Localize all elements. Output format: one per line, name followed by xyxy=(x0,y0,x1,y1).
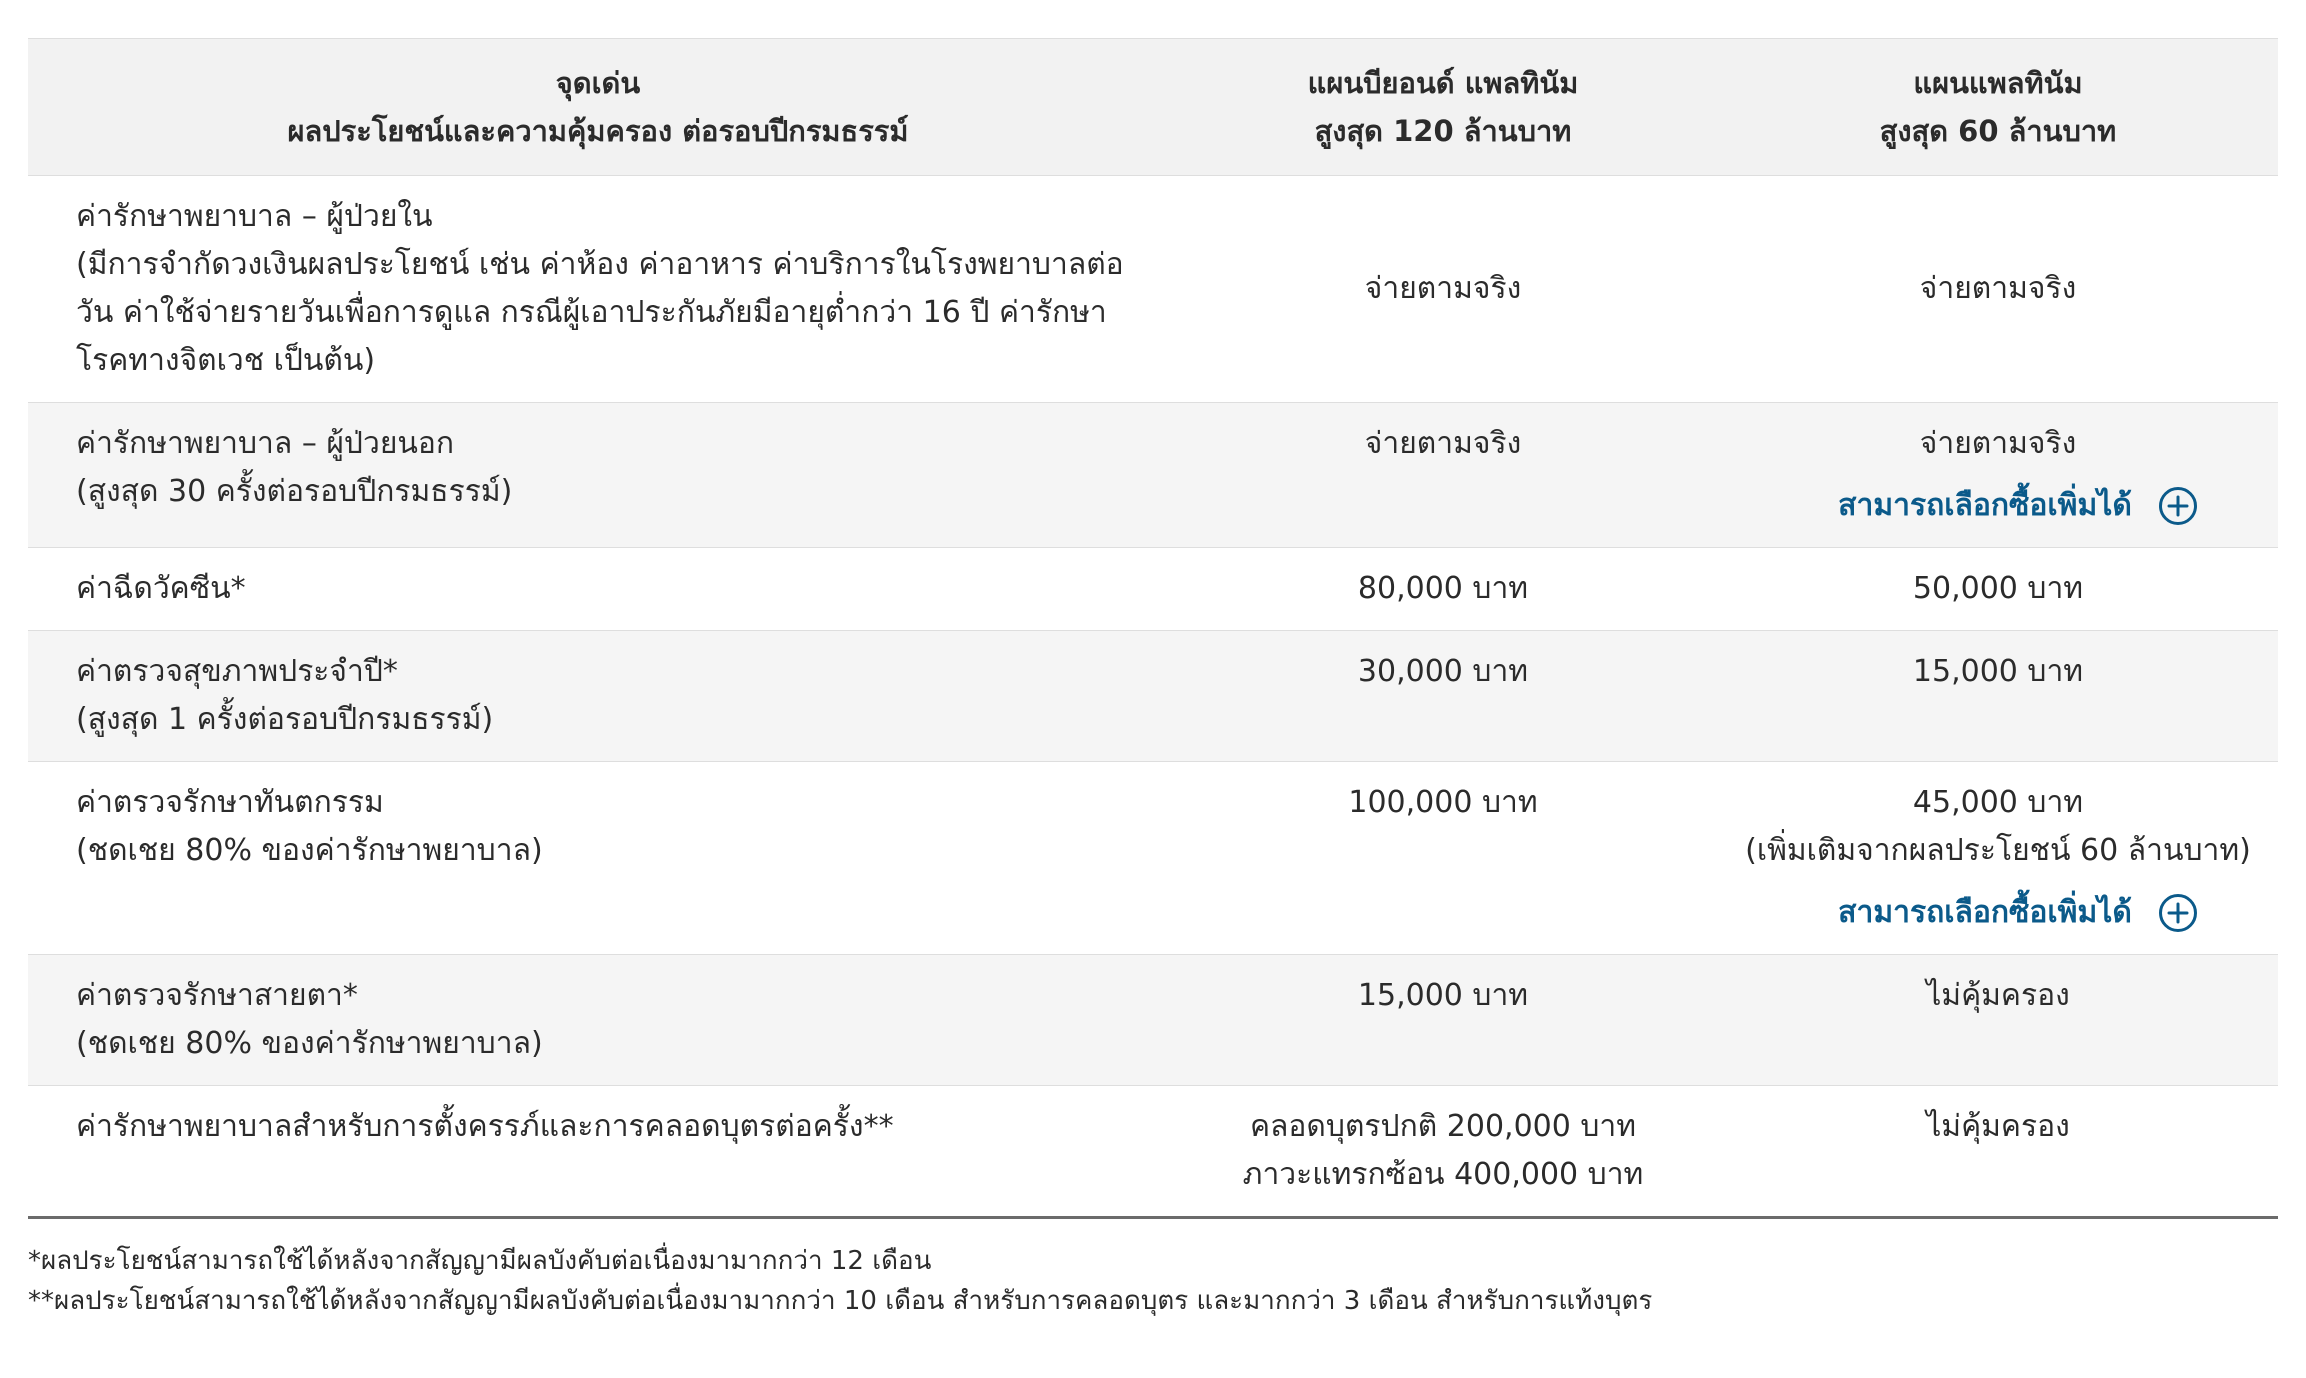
value-note: (เพิ่มเติมจากผลประโยชน์ 60 ล้านบาท) xyxy=(1745,833,2251,868)
platinum-value xyxy=(1718,403,2278,548)
beyond-platinum-value xyxy=(1168,1086,1718,1218)
benefit-detail: (ชดเชย 80% ของค่ารักษาพยาบาล) xyxy=(76,1026,543,1061)
header-benefits-line1: จุดเด่น xyxy=(555,66,641,100)
platinum-value xyxy=(1718,631,2278,762)
benefit-title: ค่าตรวจรักษาทันตกรรม xyxy=(76,785,384,820)
beyond-platinum-value xyxy=(1168,176,1718,403)
platinum-value xyxy=(1718,1086,2278,1218)
platinum-value xyxy=(1718,548,2278,631)
benefit-label xyxy=(28,955,1168,1086)
value-text: 15,000 บาท xyxy=(1357,978,1529,1013)
header-platinum-line2: สูงสุด 60 ล้านบาท xyxy=(1879,114,2117,148)
benefits-table xyxy=(28,38,2278,1219)
value-text: ไม่คุ้มครอง xyxy=(1926,1109,2070,1144)
table-row-dental xyxy=(28,762,2278,955)
benefit-label xyxy=(28,762,1168,955)
table-row-vaccine xyxy=(28,548,2278,631)
value-text: ภาวะแทรกซ้อน 400,000 บาท xyxy=(1242,1157,1644,1192)
beyond-platinum-value xyxy=(1168,631,1718,762)
header-beyond-platinum-line2: สูงสุด 120 ล้านบาท xyxy=(1314,114,1572,148)
buy-more-button[interactable] xyxy=(1738,482,2258,530)
benefit-title: ค่ารักษาพยาบาลสำหรับการตั้งครรภ์และการคลอดบุตรต่อครั้ง** xyxy=(76,1109,894,1144)
platinum-value xyxy=(1718,762,2278,955)
benefit-title: ค่าตรวจสุขภาพประจำปี* xyxy=(76,654,398,689)
header-row xyxy=(28,39,2278,176)
header-benefits-line2: ผลประโยชน์และความคุ้มครอง ต่อรอบปีกรมธรรม์ xyxy=(287,114,909,148)
header-platinum-line1: แผนแพลทินัม xyxy=(1913,66,2083,100)
benefit-detail: (ชดเชย 80% ของค่ารักษาพยาบาล) xyxy=(76,833,543,868)
value-text: 50,000 บาท xyxy=(1912,571,2084,606)
footnotes xyxy=(28,1241,2278,1321)
beyond-platinum-value xyxy=(1168,403,1718,548)
footnote-1: *ผลประโยชน์สามารถใช้ได้หลังจากสัญญามีผลบังคับต่อเนื่องมามากกว่า 12 เดือน xyxy=(28,1246,932,1276)
plus-circle-icon xyxy=(2158,893,2198,933)
benefits-comparison xyxy=(28,38,2278,1321)
value-text: ไม่คุ้มครอง xyxy=(1926,978,2070,1013)
benefit-label xyxy=(28,631,1168,762)
plus-circle-icon xyxy=(2158,486,2198,526)
value-text: 80,000 บาท xyxy=(1357,571,1529,606)
beyond-platinum-value xyxy=(1168,548,1718,631)
table-body xyxy=(28,176,2278,1218)
value-text: 45,000 บาท xyxy=(1912,785,2084,820)
benefit-detail: (สูงสุด 30 ครั้งต่อรอบปีกรมธรรม์) xyxy=(76,474,513,509)
buy-more-label: สามารถเลือกซื้อเพิ่มได้ xyxy=(1838,895,2132,930)
buy-more-button[interactable] xyxy=(1738,889,2258,937)
benefit-label xyxy=(28,1086,1168,1218)
platinum-value xyxy=(1718,176,2278,403)
table-row-eye xyxy=(28,955,2278,1086)
benefit-label xyxy=(28,548,1168,631)
benefit-title: ค่าตรวจรักษาสายตา* xyxy=(76,978,358,1013)
table-row-inpatient xyxy=(28,176,2278,403)
table-header xyxy=(28,39,2278,176)
benefit-title: ค่ารักษาพยาบาล – ผู้ป่วยนอก xyxy=(76,426,455,461)
value-text: จ่ายตามจริง xyxy=(1919,271,2077,306)
table-row-outpatient xyxy=(28,403,2278,548)
benefit-detail: (สูงสุด 1 ครั้งต่อรอบปีกรมธรรม์) xyxy=(76,702,494,737)
benefit-title: ค่าฉีดวัคซีน* xyxy=(76,571,246,606)
header-benefits xyxy=(28,39,1168,176)
value-text: 15,000 บาท xyxy=(1912,654,2084,689)
footnote-2: **ผลประโยชน์สามารถใช้ได้หลังจากสัญญามีผลบังคับต่อเนื่องมามากกว่า 10 เดือน สำหรับการคลอดบุตร และมากกว่า 3 เดือน สำหรับการแท้งบุตร xyxy=(28,1286,1653,1316)
value-text: จ่ายตามจริง xyxy=(1364,271,1522,306)
header-beyond-platinum-line1: แผนบียอนด์ แพลทินัม xyxy=(1307,66,1579,100)
benefit-label xyxy=(28,176,1168,403)
value-text: 100,000 บาท xyxy=(1348,785,1538,820)
benefit-detail: (มีการจำกัดวงเงินผลประโยชน์ เช่น ค่าห้อง ค่าอาหาร ค่าบริการในโรงพยาบาลต่อวัน ค่าใช้จ่ายรายวันเพื่อการดูแล กรณีผู้เอาประกันภัยมีอายุต่ำกว่า 16 ปี ค่ารักษาโรคทางจิตเวช เป็นต้น) xyxy=(76,247,1124,378)
buy-more-label: สามารถเลือกซื้อเพิ่มได้ xyxy=(1838,488,2132,523)
beyond-platinum-value xyxy=(1168,955,1718,1086)
benefit-title: ค่ารักษาพยาบาล – ผู้ป่วยใน xyxy=(76,199,433,234)
table-row-checkup xyxy=(28,631,2278,762)
header-beyond-platinum xyxy=(1168,39,1718,176)
value-text: จ่ายตามจริง xyxy=(1364,426,1522,461)
header-platinum xyxy=(1718,39,2278,176)
benefit-label xyxy=(28,403,1168,548)
value-text: 30,000 บาท xyxy=(1357,654,1529,689)
value-text: จ่ายตามจริง xyxy=(1919,426,2077,461)
beyond-platinum-value xyxy=(1168,762,1718,955)
value-text: คลอดบุตรปกติ 200,000 บาท xyxy=(1249,1109,1637,1144)
platinum-value xyxy=(1718,955,2278,1086)
table-row-maternity xyxy=(28,1086,2278,1218)
